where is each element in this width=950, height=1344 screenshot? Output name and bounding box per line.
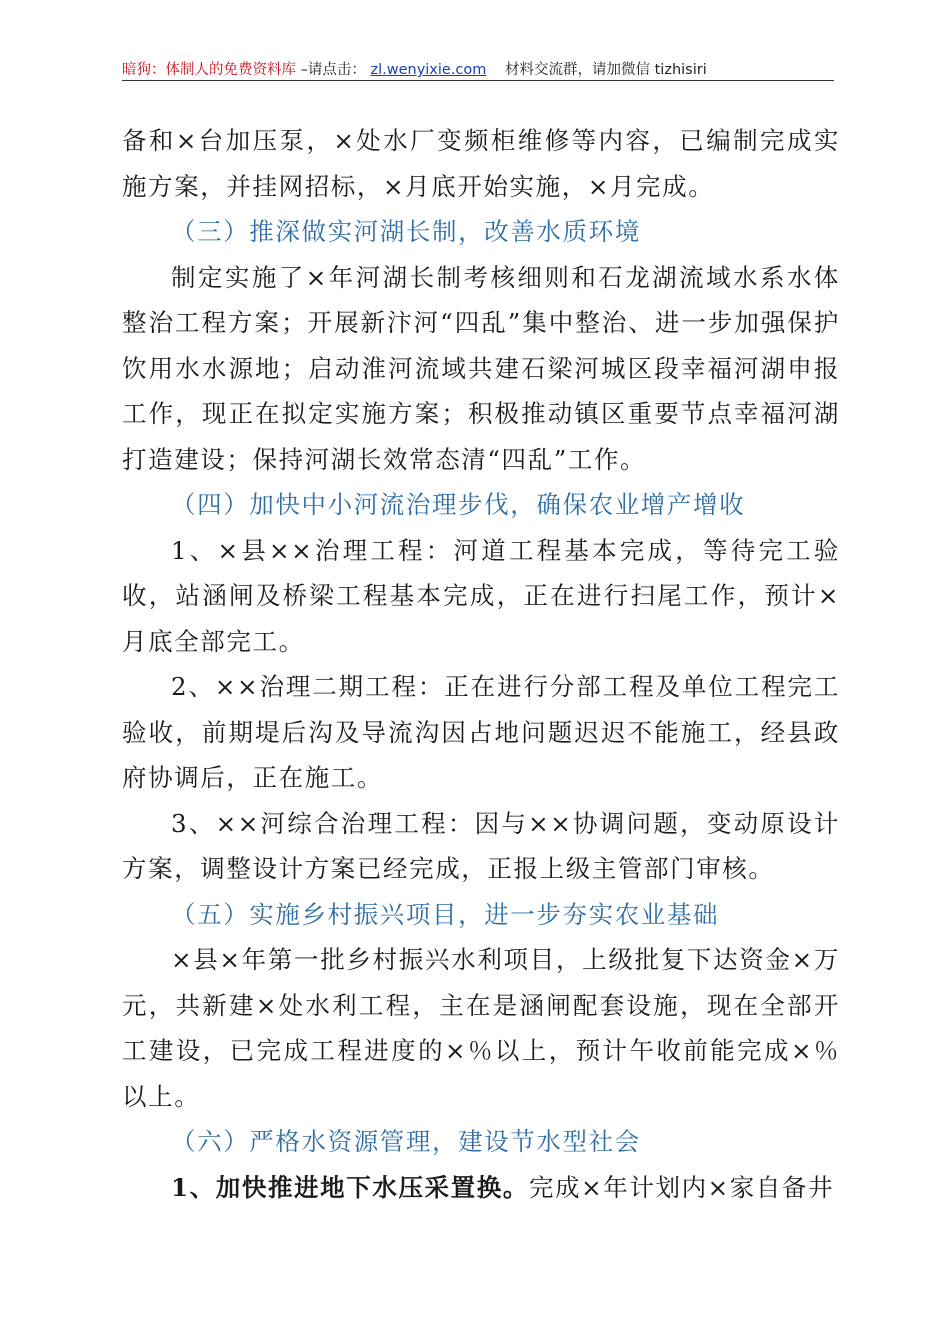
section-heading-6: （六）严格水资源管理，建设节水型社会 <box>171 1127 641 1156</box>
page-header <box>122 58 834 81</box>
paragraph-groundwater-text: 完成×年计划内×家自备井 <box>528 1172 835 1202</box>
paragraph-rural-revitalization: ×县×年第一批乡村振兴水利项目，上级批复下达资金×万元，共新建×处水利工程，主在是涵闸配套设施，现在全部开工建设，已完成工程进度的×％以上，预计午收前能完成×％以上。 <box>122 945 840 1111</box>
paragraph-river-lake-chief: 制定实施了×年河湖长制考核细则和石龙湖流域水系水体整治工程方案；开展新汴河“四乱”集中整治、进一步加强保护饮用水水源地；启动淮河流域共建石梁河城区段幸福河湖申报工作，现正在拟定实施方案；积极推动镇区重要节点幸福河湖打造建设；保持河湖长效常态清“四乱”工作。 <box>122 262 840 474</box>
header-prompt: –请点击： <box>300 62 366 78</box>
document-body <box>122 118 840 1210</box>
paragraph-groundwater-lead: 1、加快推进地下水压采置换。 <box>171 1172 529 1202</box>
paragraph-item-1: 1、×县××治理工程：河道工程基本完成，等待完工验收，站涵闸及桥梁工程基本完成，正在进行扫尾工作，预计×月底全部完工。 <box>122 535 840 656</box>
paragraph-continuation: 备和×台加压泵，×处水厂变频柜维修等内容，已编制完成实施方案，并挂网招标，×月底开始实施，×月完成。 <box>122 126 840 201</box>
header-group-info: 材料交流群，请加微信 tizhisiri <box>505 62 707 78</box>
paragraph-item-3: 3、××河综合治理工程：因与××协调问题，变动原设计方案，调整设计方案已经完成，正报上级主管部门审核。 <box>122 808 840 883</box>
section-heading-4: （四）加快中小河流治理步伐，确保农业增产增收 <box>171 490 746 519</box>
header-brand: 暗狗：体制人的免费资料库 <box>122 62 296 78</box>
section-heading-3: （三）推深做实河湖长制，改善水质环境 <box>171 217 641 246</box>
paragraph-item-2: 2、××治理二期工程：正在进行分部工程及单位工程完工验收，前期堤后沟及导流沟因占地问题迟迟不能施工，经县政府协调后，正在施工。 <box>122 672 840 792</box>
paragraph-groundwater <box>122 1165 840 1211</box>
section-heading-5: （五）实施乡村振兴项目，进一步夯实农业基础 <box>171 899 720 929</box>
header-link[interactable]: zl.wenyixie.com <box>370 62 487 78</box>
